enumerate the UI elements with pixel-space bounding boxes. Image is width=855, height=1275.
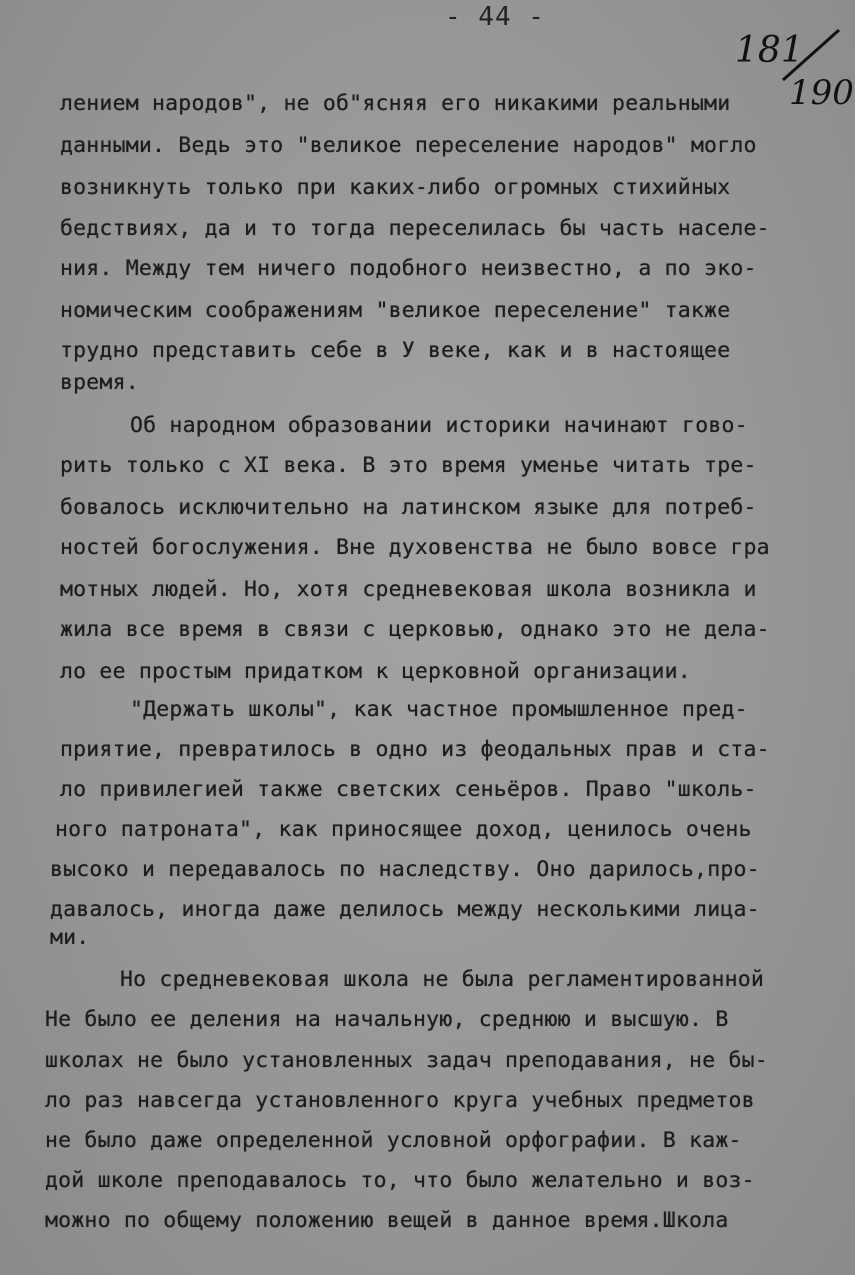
archive-mark-lower: 190 [789, 73, 854, 113]
text-line: ностей богослужения. Вне духовенства не было вовсе гра [60, 535, 770, 560]
text-line: жила все время в связи с церковью, однако это не дела- [60, 617, 770, 642]
handwritten-folio-number [735, 22, 854, 113]
text-line: Но средневековая школа не была регламентированной [120, 967, 765, 992]
text-line: "Держать школы", как частное промышленное пред- [130, 697, 748, 722]
text-line: номическим соображениям "великое переселение" также [60, 298, 731, 323]
text-line: бедствиях, да и то тогда переселилась бы часть населе- [60, 216, 770, 241]
archive-page-mark [735, 22, 854, 113]
page-number: - 44 - [445, 2, 545, 32]
text-line: трудно представить себе в У веке, как и в настоящее [60, 338, 731, 363]
text-line: рить только с XI века. В это время уменье читать тре- [60, 453, 757, 478]
text-line: ния. Между тем ничего подобного неизвестно, а по эко- [60, 256, 757, 281]
text-line: высоко и передавалось по наследству. Оно дарилось,про- [50, 857, 760, 882]
text-line: возникнуть только при каких-либо огромных стихийных [60, 175, 731, 200]
archive-mark-upper: 181 [735, 30, 804, 71]
text-line: мотных людей. Но, хотя средневековая школа возникла и [60, 577, 757, 602]
text-line: ло ее простым придатком к церковной организации. [60, 659, 691, 684]
text-line: можно по общему положению вещей в данное время.Школа [45, 1208, 729, 1233]
text-line: время. [60, 370, 139, 395]
text-line: ного патроната", как приносящее доход, ценилось очень [55, 817, 752, 842]
text-line: школах не было установленных задач преподавания, не бы- [45, 1048, 768, 1073]
text-line: ло раз навсегда установленного круга учебных предметов [45, 1088, 755, 1113]
text-line: давалось, иногда даже делилось между несколькими лица- [50, 897, 760, 922]
text-line: не было даже определенной условной орфографии. В каж- [45, 1128, 742, 1153]
text-line: приятие, превратилось в одно из феодальных прав и ста- [60, 737, 770, 762]
text-line: Не было ее деления на начальную, среднюю и высшую. В [45, 1007, 729, 1032]
text-line: лением народов", не об"ясняя его никакими реальными [60, 91, 731, 116]
text-line: данными. Ведь это "великое переселение народов" могло [60, 133, 757, 158]
text-line: бовалось исключительно на латинском языке для потреб- [60, 495, 757, 520]
text-line: ми. [50, 925, 90, 950]
text-line: дой школе преподавалось то, что было желательно и воз- [45, 1168, 755, 1193]
text-line: ло привилегией также светских сеньёров. Право "школь- [60, 777, 757, 802]
text-line: Об народном образовании историки начинают гово- [130, 413, 748, 438]
